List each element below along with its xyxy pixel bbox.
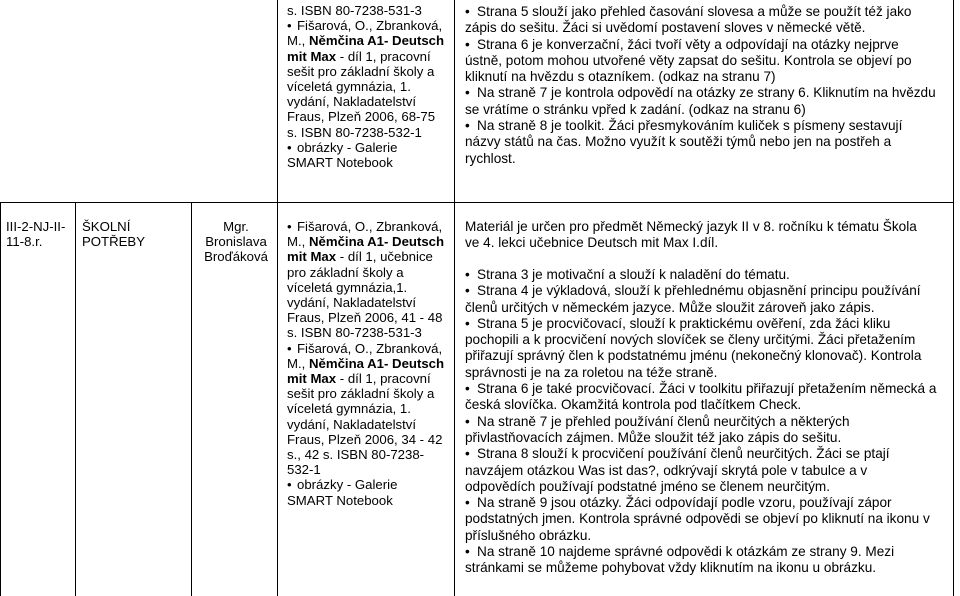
bullet-line (465, 283, 953, 299)
line-text: s., 42 s. ISBN 80-7238- (287, 447, 425, 463)
line-text: vydání, Nakladatelství (287, 94, 417, 110)
line-text: Strana 3 je motivační a slouží k naladění do tématu. (477, 267, 790, 282)
bullet-line (465, 316, 953, 332)
text-line (287, 94, 451, 109)
bullet-line (287, 341, 451, 356)
text-line (465, 397, 953, 413)
text-line (287, 33, 451, 48)
line-text: vydání, Nakladatelství (287, 295, 417, 311)
text-line (287, 109, 451, 124)
bottom-notes-cell (465, 267, 953, 577)
author-cell (196, 219, 276, 265)
line-text: ústně, potom mohou utvořené věty zapsat do sešitu. Kontrola se objeví po (465, 52, 912, 68)
text-line (287, 493, 451, 508)
bullet-line (465, 414, 953, 430)
text-line (287, 79, 451, 94)
line-text: Fišarová, O., Zbranková, (297, 219, 443, 234)
bullet-line (465, 4, 953, 20)
text-line (465, 365, 953, 381)
line-text: Na straně 8 je toolkit. Žáci přesmykováním kuliček s písmeny sestavují (477, 118, 903, 134)
text-line (287, 280, 451, 295)
bullet-line (465, 85, 953, 101)
text-line (287, 325, 451, 340)
text-line (287, 447, 451, 462)
bullet-line (287, 219, 451, 234)
line-text: Fišarová, O., Zbranková, (297, 340, 443, 356)
table-border (0, 202, 1, 596)
bullet-line (465, 267, 953, 283)
text-line (287, 356, 451, 371)
text-line (465, 511, 953, 527)
text-line (465, 348, 953, 364)
line-text: obrázky - Galerie (297, 139, 398, 155)
line-text: odpovědích používají podstatné jméno se členem neurčitým. (465, 478, 830, 494)
bullet-icon: • (465, 495, 470, 511)
text-line (465, 20, 953, 36)
bullet-icon: • (465, 267, 470, 282)
book-title-text: Němčina A1- Deutsch (308, 355, 445, 371)
line-text: česká slovíčka. Okamžitá kontrola pod tlačítkem Check. (465, 397, 802, 413)
bullet-line (465, 495, 953, 511)
line-text: Na straně 10 najdeme správné odpovědi k otázkám ze strany 9. Mezi (477, 544, 895, 560)
text-line (287, 125, 451, 140)
bullet-line (287, 477, 451, 492)
line-text: obrázky - Galerie (297, 477, 398, 493)
intro-text: ve 4. lekci učebnice Deutsch mit Max I.díl. (465, 235, 719, 251)
line-text: Fraus, Plzeň 2006, 41 - 48 (287, 310, 443, 326)
text-line (287, 64, 451, 79)
line-text: zápis do sešitu. Žáci si uvědomí postavení sloves v německé větě. (465, 20, 866, 36)
bullet-icon: • (465, 4, 470, 19)
text-line (465, 134, 953, 150)
bullet-icon: • (287, 139, 292, 155)
line-text: členů určitých v německém jazyce. Může sloužit zároveň jako zápis. (465, 299, 875, 315)
text-line (287, 401, 451, 416)
line-text: pro základní školy a (287, 264, 404, 280)
line-text: Strana 4 je výkladová, slouží k přehlednému objasnění principu používání (477, 283, 921, 299)
bullet-line (465, 446, 953, 462)
text-line (287, 3, 451, 18)
topic-text: ŠKOLNÍ (82, 219, 131, 234)
topic-text: POTŘEBY (82, 234, 146, 250)
text-line (465, 560, 953, 576)
text-line (287, 155, 451, 170)
bullet-icon: • (465, 446, 470, 462)
line-text: sešit pro základní školy a (287, 386, 435, 402)
line-text: se vrátíme o stránku vpřed k zadání. (odkaz na stranu 6) (465, 101, 806, 117)
text-line (287, 249, 451, 264)
line-text: s. ISBN 80-7238-531-3 (287, 3, 422, 18)
bullet-icon: • (465, 36, 470, 52)
text-line (287, 462, 451, 477)
line-text: vydání, Nakladatelství (287, 416, 417, 432)
bullet-line (465, 118, 953, 134)
line-text: Na straně 9 jsou otázky. Žáci odpovídají podle vzoru, používají zápor (477, 495, 892, 511)
line-text: Strana 5 slouží jako přehled časování slovesa a může se použít též jako (477, 4, 912, 19)
bullet-line (465, 37, 953, 53)
bullet-icon: • (465, 381, 470, 397)
line-text: Fraus, Plzeň 2006, 68-75 (287, 109, 436, 125)
text-line (287, 49, 451, 64)
text-line (465, 430, 953, 446)
bullet-line (465, 381, 953, 397)
bullet-icon: • (465, 118, 470, 134)
material-code: III-2-NJ-II- (6, 219, 66, 234)
text-line (465, 151, 953, 167)
book-title-text: Němčina A1- Deutsch (308, 33, 445, 49)
bullet-icon: • (465, 283, 470, 299)
bullet-icon: • (287, 477, 292, 493)
line-text: přiřazují správný člen k podstatnému jménu (nekonečný klonovač). Kontrola (465, 348, 922, 364)
book-title-text: mit Max (287, 249, 337, 265)
line-text: Strana 6 je konverzační, žáci tvoří věty a odpovídají na otázky nejprve (477, 36, 899, 52)
line-text: přivlastňovacích zájmen. Může sloužit též jako zápis do sešitu. (465, 429, 842, 445)
bullet-line (465, 544, 953, 560)
line-text: - díl 1, pracovní (336, 48, 431, 64)
book-title-text: Němčina A1- Deutsch (308, 234, 445, 250)
text-line (287, 310, 451, 325)
row-separator (0, 202, 954, 203)
line-text: víceletá gymnázia,1. (287, 279, 408, 295)
line-text: M., (287, 355, 309, 371)
bullet-icon: • (465, 413, 470, 429)
line-text: víceletá gymnázia, 1. (287, 401, 411, 417)
text-line (287, 234, 451, 249)
line-text: Na straně 7 je přehled používání členů neurčitých a některých (477, 413, 850, 429)
table-border (454, 0, 455, 596)
bullet-line (287, 140, 451, 155)
text-line (287, 371, 451, 386)
book-title-text: mit Max (287, 371, 337, 387)
table-border (75, 202, 76, 596)
text-line (287, 265, 451, 280)
bullet-icon: • (465, 544, 470, 560)
text-line (287, 295, 451, 310)
text-line (465, 53, 953, 69)
author-name: Mgr. (223, 219, 249, 234)
line-text: Na straně 7 je kontrola odpovědí na otázky ze strany 6. Kliknutím na hvězdu (477, 85, 936, 101)
text-line (465, 332, 953, 348)
topic-cell (82, 219, 188, 249)
table-border (191, 202, 192, 596)
line-text: správnosti je na za roletou na téže straně. (465, 364, 718, 380)
line-text: pochopili a k procvičení nových slovíček se členy určitými. Žáci přetažením (465, 332, 916, 348)
line-text: názvy států na čas. Možno využít k soutěži týmů nebo jen na postřeh a (465, 134, 892, 150)
line-text: Fišarová, O., Zbranková, (297, 18, 443, 34)
text-line (465, 528, 953, 544)
top-notes-cell (465, 4, 953, 167)
bullet-icon: • (287, 18, 292, 34)
line-text: stránkami se můžeme pohybovat vždy kliknutím na ikonu u obrázku. (465, 560, 877, 576)
author-name: Broďáková (204, 249, 268, 265)
text-line (465, 463, 953, 479)
text-line (465, 69, 953, 85)
bottom-materials-cell (287, 219, 451, 508)
material-code: 11-8.r. (6, 234, 43, 250)
line-text: M., (287, 234, 309, 250)
text-line (287, 386, 451, 401)
line-text: Fraus, Plzeň 2006, 34 - 42 (287, 431, 443, 447)
material-code-cell (6, 219, 72, 249)
author-name: Bronislava (205, 234, 267, 250)
line-text: - díl 1, pracovní (336, 371, 431, 387)
line-text: 532-1 (287, 462, 321, 478)
bullet-icon: • (287, 219, 292, 234)
line-text: příslušného obrázku. (465, 527, 592, 543)
line-text: víceletá gymnázia, 1. (287, 79, 411, 95)
line-text: podstatných jmen. Kontrola správné odpovědi se objeví po kliknutí na ikonu v (465, 511, 930, 527)
line-text: rychlost. (465, 150, 516, 166)
line-text: kliknutí na hvězdu s otazníkem. (odkaz na stranu 7) (465, 69, 776, 85)
line-text: Strana 8 slouží k procvičení používání členů neurčitých. Žáci se ptají (477, 446, 890, 462)
line-text: Strana 5 je procvičovací, slouží k praktickému ověření, zda žáci kliku (477, 315, 891, 331)
text-line (287, 417, 451, 432)
line-text: SMART Notebook (287, 155, 393, 171)
intro-text: Materiál je určen pro předmět Německý jazyk II v 8. ročníku k tématu Škola (465, 219, 917, 234)
book-title-text: mit Max (287, 48, 337, 64)
line-text: SMART Notebook (287, 492, 393, 508)
table-border (277, 0, 278, 596)
text-line (287, 432, 451, 447)
bullet-icon: • (287, 340, 292, 356)
line-text: s. ISBN 80-7238-531-3 (287, 325, 422, 341)
bottom-notes-intro (465, 219, 953, 252)
line-text: sešit pro základní školy a (287, 63, 435, 79)
bullet-icon: • (465, 85, 470, 101)
line-text: M., (287, 33, 309, 49)
line-text: - díl 1, učebnice (336, 249, 433, 265)
table-border (953, 0, 954, 596)
line-text: Strana 6 je také procvičovací. Žáci v toolkitu přiřazují přetažením německá a (477, 381, 937, 397)
text-line (465, 479, 953, 495)
text-line (465, 102, 953, 118)
text-line (465, 300, 953, 316)
top-materials-cell (287, 3, 451, 170)
line-text: s. ISBN 80-7238-532-1 (287, 124, 422, 140)
line-text: navzájem otázkou Was ist das?, odkrývají skrytá pole v tabulce a v (465, 462, 868, 478)
bullet-line (287, 18, 451, 33)
bullet-icon: • (465, 315, 470, 331)
